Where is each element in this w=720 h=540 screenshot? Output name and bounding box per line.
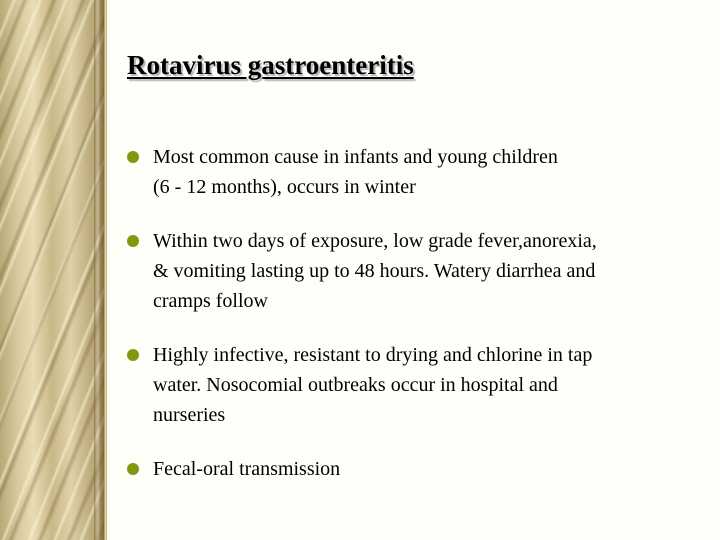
bullet-dot-icon — [127, 349, 139, 361]
bullet-dot-icon — [127, 151, 139, 163]
decorative-gold-strip — [0, 0, 104, 540]
bullet-dot-icon — [127, 463, 139, 475]
slide-title: Rotavirus gastroenteritis — [127, 50, 414, 80]
bullet-text-line: & vomiting lasting up to 48 hours. Watery diarrhea and — [153, 260, 596, 282]
bullet-text-line: (6 - 12 months), occurs in winter — [153, 176, 416, 198]
bullet-item — [126, 340, 706, 430]
bullet-text-line: Within two days of exposure, low grade fever,anorexia, — [153, 230, 597, 252]
bullet-text-line: water. Nosocomial outbreaks occur in hospital and — [153, 374, 558, 396]
bullet-text-line: Most common cause in infants and young children — [153, 146, 558, 168]
bullet-item — [126, 454, 706, 484]
bullet-item — [126, 226, 706, 316]
bullet-text-line: Fecal-oral transmission — [153, 458, 341, 480]
decorative-edge-line — [104, 0, 107, 540]
bullet-text-line: cramps follow — [153, 290, 268, 312]
bullet-text-line: Highly infective, resistant to drying and chlorine in tap — [153, 344, 593, 366]
bullet-dot-icon — [127, 235, 139, 247]
bullet-list — [126, 142, 706, 484]
bullet-item — [126, 142, 706, 202]
bullet-text-line: nurseries — [153, 404, 226, 426]
